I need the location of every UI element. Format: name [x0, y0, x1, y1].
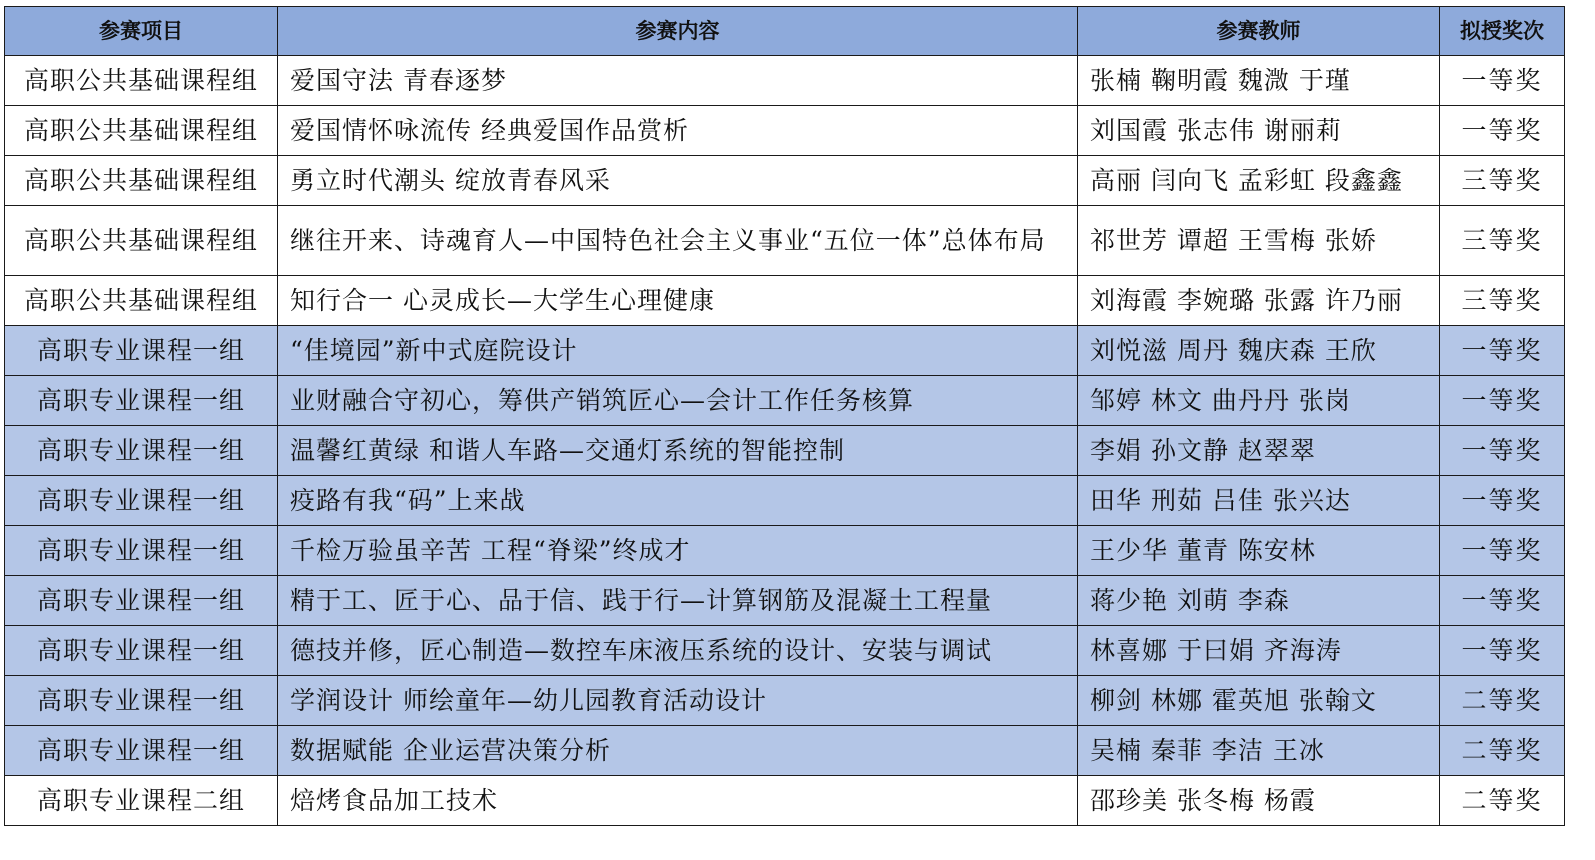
cell-content: 疫路有我“码”上来战: [278, 476, 1078, 526]
cell-award: 一等奖: [1440, 526, 1565, 576]
cell-award: 一等奖: [1440, 106, 1565, 156]
cell-teachers: 刘国霞 张志伟 谢丽莉: [1078, 106, 1440, 156]
table-row: [5, 726, 1565, 776]
table-row: [5, 776, 1565, 826]
cell-content: 知行合一 心灵成长—大学生心理健康: [278, 276, 1078, 326]
cell-project: 高职公共基础课程组: [5, 276, 278, 326]
cell-content: 继往开来、诗魂育人—中国特色社会主义事业“五位一体”总体布局: [278, 206, 1078, 276]
cell-content: 数据赋能 企业运营决策分析: [278, 726, 1078, 776]
cell-project: 高职专业课程一组: [5, 626, 278, 676]
cell-teachers: 林喜娜 于曰娟 齐海涛: [1078, 626, 1440, 676]
cell-award: 一等奖: [1440, 376, 1565, 426]
table-row: [5, 676, 1565, 726]
table-row: [5, 206, 1565, 276]
table-row: [5, 156, 1565, 206]
cell-award: 一等奖: [1440, 426, 1565, 476]
cell-project: 高职专业课程一组: [5, 676, 278, 726]
cell-project: 高职专业课程一组: [5, 576, 278, 626]
cell-project: 高职专业课程一组: [5, 476, 278, 526]
cell-teachers: 李娟 孙文静 赵翠翠: [1078, 426, 1440, 476]
cell-award: 一等奖: [1440, 626, 1565, 676]
table-row: [5, 276, 1565, 326]
table-row: [5, 106, 1565, 156]
cell-teachers: 蒋少艳 刘萌 李森: [1078, 576, 1440, 626]
header-row: [5, 7, 1565, 56]
cell-content: 爱国情怀咏流传 经典爱国作品赏析: [278, 106, 1078, 156]
cell-content: 业财融合守初心，筹供产销筑匠心—会计工作任务核算: [278, 376, 1078, 426]
cell-content: 焙烤食品加工技术: [278, 776, 1078, 826]
table-row: [5, 626, 1565, 676]
cell-award: 一等奖: [1440, 576, 1565, 626]
cell-award: 一等奖: [1440, 56, 1565, 106]
cell-teachers: 邹婷 林文 曲丹丹 张岗: [1078, 376, 1440, 426]
cell-teachers: 刘海霞 李婉璐 张露 许乃丽: [1078, 276, 1440, 326]
award-table: [4, 6, 1565, 826]
cell-content: 精于工、匠于心、品于信、践于行—计算钢筋及混凝土工程量: [278, 576, 1078, 626]
cell-project: 高职专业课程二组: [5, 776, 278, 826]
cell-award: 三等奖: [1440, 276, 1565, 326]
table-row: [5, 526, 1565, 576]
cell-award: 三等奖: [1440, 206, 1565, 276]
cell-award: 三等奖: [1440, 156, 1565, 206]
cell-project: 高职专业课程一组: [5, 526, 278, 576]
cell-content: 勇立时代潮头 绽放青春风采: [278, 156, 1078, 206]
cell-teachers: 王少华 董青 陈安林: [1078, 526, 1440, 576]
cell-project: 高职公共基础课程组: [5, 106, 278, 156]
header-project: 参赛项目: [5, 7, 278, 56]
table-row: [5, 376, 1565, 426]
cell-project: 高职专业课程一组: [5, 376, 278, 426]
cell-award: 二等奖: [1440, 776, 1565, 826]
cell-content: “佳境园”新中式庭院设计: [278, 326, 1078, 376]
cell-award: 二等奖: [1440, 676, 1565, 726]
cell-teachers: 田华 刑茹 吕佳 张兴达: [1078, 476, 1440, 526]
table-row: [5, 326, 1565, 376]
cell-project: 高职专业课程一组: [5, 426, 278, 476]
header-teachers: 参赛教师: [1078, 7, 1440, 56]
cell-teachers: 邵珍美 张冬梅 杨霞: [1078, 776, 1440, 826]
cell-content: 学润设计 师绘童年—幼儿园教育活动设计: [278, 676, 1078, 726]
cell-teachers: 张楠 鞠明霞 魏溦 于瑾: [1078, 56, 1440, 106]
header-content: 参赛内容: [278, 7, 1078, 56]
cell-project: 高职专业课程一组: [5, 326, 278, 376]
cell-content: 温馨红黄绿 和谐人车路—交通灯系统的智能控制: [278, 426, 1078, 476]
cell-teachers: 祁世芳 谭超 王雪梅 张娇: [1078, 206, 1440, 276]
cell-teachers: 柳剑 林娜 霍英旭 张翰文: [1078, 676, 1440, 726]
cell-project: 高职公共基础课程组: [5, 56, 278, 106]
cell-teachers: 刘悦滋 周丹 魏庆森 王欣: [1078, 326, 1440, 376]
cell-award: 一等奖: [1440, 476, 1565, 526]
cell-content: 德技并修，匠心制造—数控车床液压系统的设计、安装与调试: [278, 626, 1078, 676]
cell-project: 高职专业课程一组: [5, 726, 278, 776]
table-row: [5, 56, 1565, 106]
header-award: 拟授奖次: [1440, 7, 1565, 56]
table-row: [5, 476, 1565, 526]
table-row: [5, 576, 1565, 626]
cell-project: 高职公共基础课程组: [5, 206, 278, 276]
cell-teachers: 高丽 闫向飞 孟彩虹 段鑫鑫: [1078, 156, 1440, 206]
cell-teachers: 吴楠 秦菲 李洁 王冰: [1078, 726, 1440, 776]
cell-award: 一等奖: [1440, 326, 1565, 376]
table-row: [5, 426, 1565, 476]
cell-project: 高职公共基础课程组: [5, 156, 278, 206]
cell-content: 千检万验虽辛苦 工程“脊梁”终成才: [278, 526, 1078, 576]
cell-content: 爱国守法 青春逐梦: [278, 56, 1078, 106]
cell-award: 二等奖: [1440, 726, 1565, 776]
